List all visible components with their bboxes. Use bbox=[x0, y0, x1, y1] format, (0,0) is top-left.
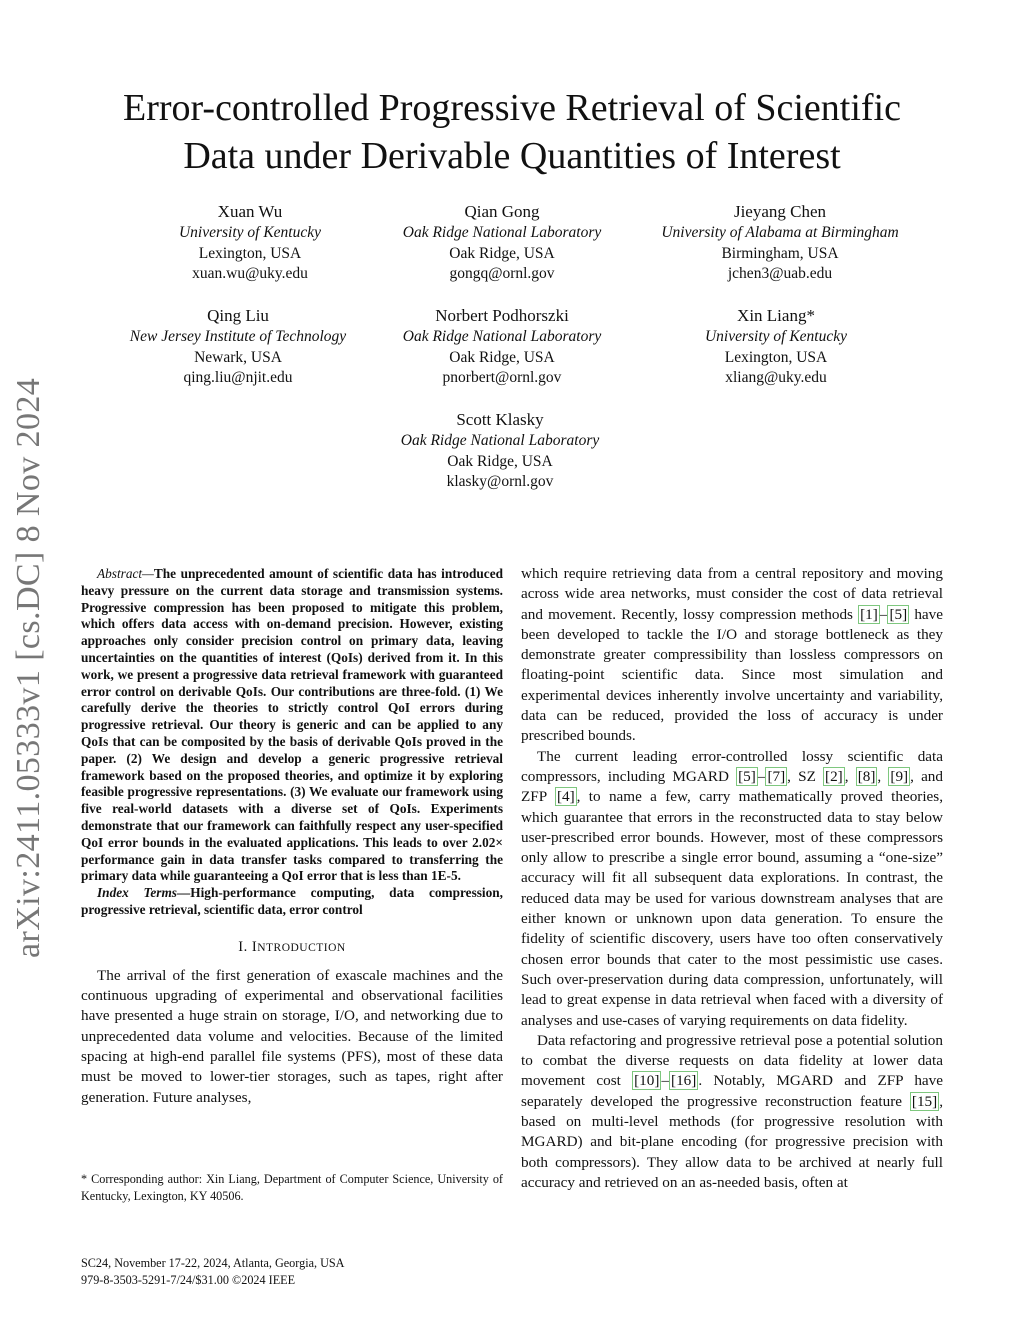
text-span: The current leading error-controlled lossy scientific data compressors, including MGARD bbox=[521, 747, 943, 785]
citation-link[interactable]: [4] bbox=[556, 788, 575, 806]
author-location: Birmingham, USA bbox=[721, 244, 839, 262]
citation-link[interactable]: [2] bbox=[825, 767, 843, 785]
text-span: – bbox=[661, 1072, 670, 1090]
author-name: Jieyang Chen bbox=[733, 202, 827, 221]
text-span: , SZ bbox=[787, 767, 824, 785]
paper-title bbox=[60, 84, 964, 180]
index-terms-heading: Index Terms— bbox=[97, 885, 191, 901]
text-span: , and ZFP bbox=[521, 767, 943, 806]
title-line-1: Error-controlled Progressive Retrieval of Scientific bbox=[123, 87, 901, 129]
abstract-heading: Abstract— bbox=[97, 566, 154, 581]
index-terms bbox=[81, 885, 503, 919]
author-email: gongq@ornl.gov bbox=[449, 265, 555, 283]
author-location: Lexington, USA bbox=[724, 348, 828, 366]
text-span: , to name a few, carry mathematically proved theories, which guarantee that errors in the reconstructed data to stay below user-prescribed error bounds. However, most of these compressors only allow to prescribe a single error bound, assuming a “one-size” accuracy will fit all subsequent data explorations. In contrast, the reduced data may be used for various downstream analyses that are either known or unknown upon data generation. To ensure the fidelity of scientific discovery, users have too often conservatively chosen error bounds that cater to the most pessimistic use cases. Such over-preservation during data compression, unfortunately, will lead to great expense in data retrieval when faced with a diversity of analyses and use-cases of varying requirements on data fidelity. bbox=[521, 788, 944, 1029]
citation-link[interactable]: [15] bbox=[911, 1092, 938, 1110]
conference-info bbox=[81, 1255, 581, 1288]
author-email: pnorbert@ornl.gov bbox=[442, 369, 562, 387]
conference-line: SC24, November 17-22, 2024, Atlanta, Georgia, USA bbox=[81, 1256, 345, 1270]
author-block bbox=[352, 306, 652, 389]
citation-link[interactable]: [9] bbox=[890, 767, 909, 785]
author-name: Scott Klasky bbox=[456, 410, 544, 429]
text-span: – bbox=[757, 767, 766, 785]
left-column bbox=[81, 566, 503, 1108]
author-name: Xuan Wu bbox=[217, 202, 283, 221]
citation-link[interactable]: [16] bbox=[671, 1072, 697, 1090]
author-block bbox=[352, 202, 652, 285]
author-location: Oak Ridge, USA bbox=[447, 452, 553, 470]
text-span: , bbox=[877, 767, 889, 785]
text-span: . Notably, MGARD and ZFP have separately developed the progressive reconstruction feature bbox=[521, 1072, 943, 1110]
author-email: jchen3@uab.edu bbox=[727, 265, 833, 283]
abstract bbox=[81, 566, 503, 885]
author-email: qing.liu@njit.edu bbox=[183, 369, 293, 387]
citation-link[interactable]: [5] bbox=[889, 605, 908, 623]
author-name: Qian Gong bbox=[464, 202, 540, 221]
abstract-text: The unprecedented amount of scientific data has introduced heavy pressure on the current data storage and transmission systems. Progressive compression has been proposed to mitigate this problem, which offers data access with on-demand precision. However, existing approaches only consider precision control on primary data, leaving uncertainties on the quantities of interest (QoIs) derived from it. In this work, we present a progressive data retrieval framework with guaranteed error control on derivable QoIs. Our contributions are three-fold. (1) We carefully derive the theories to strictly control QoI errors during progressive retrieval. Our theory is generic and can be applied to any QoIs that can be composited by the basis of derivable QoIs proved in the paper. (2) We design and develop a generic progressive retrieval framework based on the proposed theories, and optimize it by exploring feasible progressive representations. (3) We evaluate our framework using five real-world datasets with a diverse set of QoIs. Experiments demonstrate that our framework can faithfully respect any user-specified QoI error bounds in the evaluated applications. This leads to over 2.02× performance gain in data transfer tasks compared to transferring the primary data while guaranteeing a QoI error that is less than 1E-5. bbox=[81, 566, 503, 884]
text-span: , based on multi-level methods (for progressive resolution with MGARD) and bit-plane encoding (for progressive precision with both compressors). They allow data to be archived at nearly full accuracy and retrieved on an as-needed basis, often at bbox=[521, 1092, 943, 1191]
citation-link[interactable]: [8] bbox=[857, 767, 876, 785]
author-email: klasky@ornl.gov bbox=[446, 473, 554, 491]
author-location: Oak Ridge, USA bbox=[449, 348, 555, 366]
author-affiliation: University of Kentucky bbox=[178, 223, 322, 241]
author-affiliation: Oak Ridge National Laboratory bbox=[402, 327, 602, 345]
text-span: , bbox=[844, 767, 856, 785]
body-paragraph bbox=[521, 564, 943, 747]
section-heading bbox=[81, 939, 503, 956]
author-block bbox=[626, 306, 926, 389]
footnote: * Corresponding author: Xin Liang, Department of Computer Science, University of Kentucky, Lexington, KY 40506. bbox=[81, 1172, 503, 1203]
title-line-2: Data under Derivable Quantities of Interest bbox=[183, 135, 841, 177]
body-paragraph bbox=[521, 1031, 943, 1193]
text-span: have been developed to tackle the I/O and storage bottleneck as they demonstrate greater compressibility than lossless compressors on floating-point scientific data. Since most simulation and experimental devices inherently involve uncertainty and variability, data can be reduced, provided the loss of accuracy is under prescribed bounds. bbox=[521, 605, 943, 745]
author-affiliation: University of Kentucky bbox=[704, 327, 848, 345]
text-span: Data refactoring and progressive retrieval pose a potential solution to combat the diverse requests on data fidelity at lower data movement cost bbox=[521, 1031, 943, 1090]
citation-link[interactable]: [5] bbox=[738, 767, 756, 785]
author-email: xuan.wu@uky.edu bbox=[192, 265, 308, 283]
author-location: Oak Ridge, USA bbox=[449, 244, 555, 262]
citation-link[interactable]: [7] bbox=[767, 767, 786, 785]
intro-paragraph: The arrival of the first generation of exascale machines and the continuous upgrading of experimental and observational facilities have presented a huge strain on storage, I/O, and networking due to unprecedented data volume and velocities. Because of the limited spacing at high-end parallel file systems (PFS), most of these data must be moved to lower-tier storages, such as tapes, right after generation. Future analyses, bbox=[81, 966, 503, 1106]
section-title-rest: NTRODUCTION bbox=[257, 941, 346, 954]
text-span: which require retrieving data from a central repository and moving across wide area networks, must consider the cost of data retrieval and movement. Recently, lossy compression methods bbox=[521, 565, 943, 623]
section-title-initial: I bbox=[251, 938, 258, 955]
right-column bbox=[521, 564, 943, 1193]
index-terms-text: High-performance computing, data compression, progressive retrieval, scientific data, error control bbox=[81, 885, 503, 917]
author-name: Qing Liu bbox=[207, 306, 269, 325]
author-location: Newark, USA bbox=[194, 348, 282, 366]
citation-link[interactable]: [10] bbox=[634, 1072, 660, 1090]
author-block bbox=[88, 306, 388, 389]
author-affiliation: University of Alabama at Birmingham bbox=[661, 223, 899, 241]
arxiv-stamp: arXiv:2411.05333v1 [cs.DC] 8 Nov 2024 bbox=[10, 377, 47, 958]
body-paragraph bbox=[521, 747, 943, 1031]
author-affiliation: Oak Ridge National Laboratory bbox=[402, 223, 602, 241]
author-name: Xin Liang* bbox=[737, 306, 815, 325]
copyright-line: 979-8-3503-5291-7/24/$31.00 ©2024 IEEE bbox=[81, 1272, 296, 1287]
citation-link[interactable]: [1] bbox=[860, 605, 878, 623]
author-affiliation: New Jersey Institute of Technology bbox=[129, 327, 347, 345]
section-number: I. bbox=[238, 938, 252, 955]
author-name: Norbert Podhorszki bbox=[435, 306, 569, 325]
text-span: – bbox=[879, 605, 888, 623]
author-affiliation: Oak Ridge National Laboratory bbox=[400, 431, 600, 449]
author-email: xliang@uky.edu bbox=[725, 369, 827, 387]
author-block bbox=[630, 202, 930, 285]
author-block bbox=[350, 410, 650, 493]
author-location: Lexington, USA bbox=[198, 244, 302, 262]
